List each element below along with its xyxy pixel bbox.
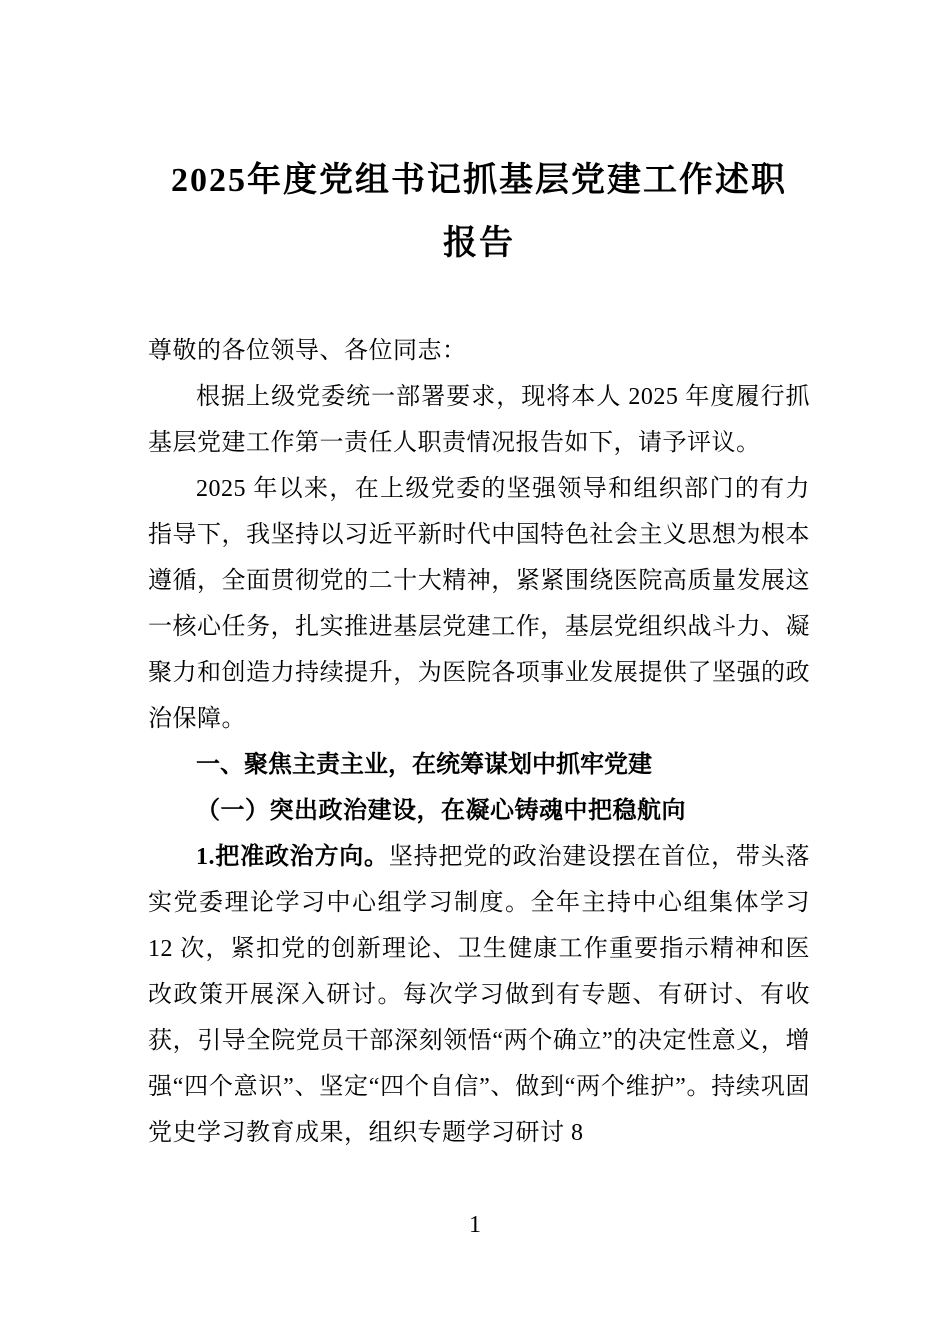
paragraph-bold-lead: 1.把准政治方向。 [196,843,389,870]
paragraph-overview: 2025 年以来，在上级党委的坚强领导和组织部门的有力指导下，我坚持以习近平新时代中国特色社会主义思想为根本遵循，全面贯彻党的二十大精神，紧紧围绕医院高质量发展这一核心任务，扎实推进基层党建工作，基层党组织战斗力、凝聚力和创造力持续提升，为医院各项事业发展提供了坚强的政治保障。 [148,475,810,732]
paragraph-intro: 根据上级党委统一部署要求，现将本人 2025 年度履行抓基层党建工作第一责任人职责情况报告如下，请予评议。 [148,383,810,456]
paragraph-political-direction [148,834,810,1156]
salutation-line: 尊敬的各位领导、各位同志： [148,337,467,364]
document-title: 2025年度党组书记抓基层党建工作述职报告 [171,162,787,262]
subsection-heading-1-1: （一）突出政治建设，在凝心铸魂中把稳航向 [196,797,686,824]
paragraph-body-text: 坚持把党的政治建设摆在首位，带头落实党委理论学习中心组学习制度。全年主持中心组集体学习 12 次，紧扣党的创新理论、卫生健康工作重要指示精神和医改政策开展深入研讨。每次学习做到有专题、有研讨、有收获，引导全院党员干部深刻领悟“两个确立”的决定性意义，增强“四个意识”、坚定“四个自信”、做到“两个维护”。持续巩固党史学习教育成果，组织专题学习研讨 8 [148,843,811,1146]
page-number: 1 [469,1212,481,1238]
section-heading-1: 一、聚焦主责主业，在统筹谋划中抓牢党建 [196,750,652,778]
page-footer [0,1212,950,1239]
